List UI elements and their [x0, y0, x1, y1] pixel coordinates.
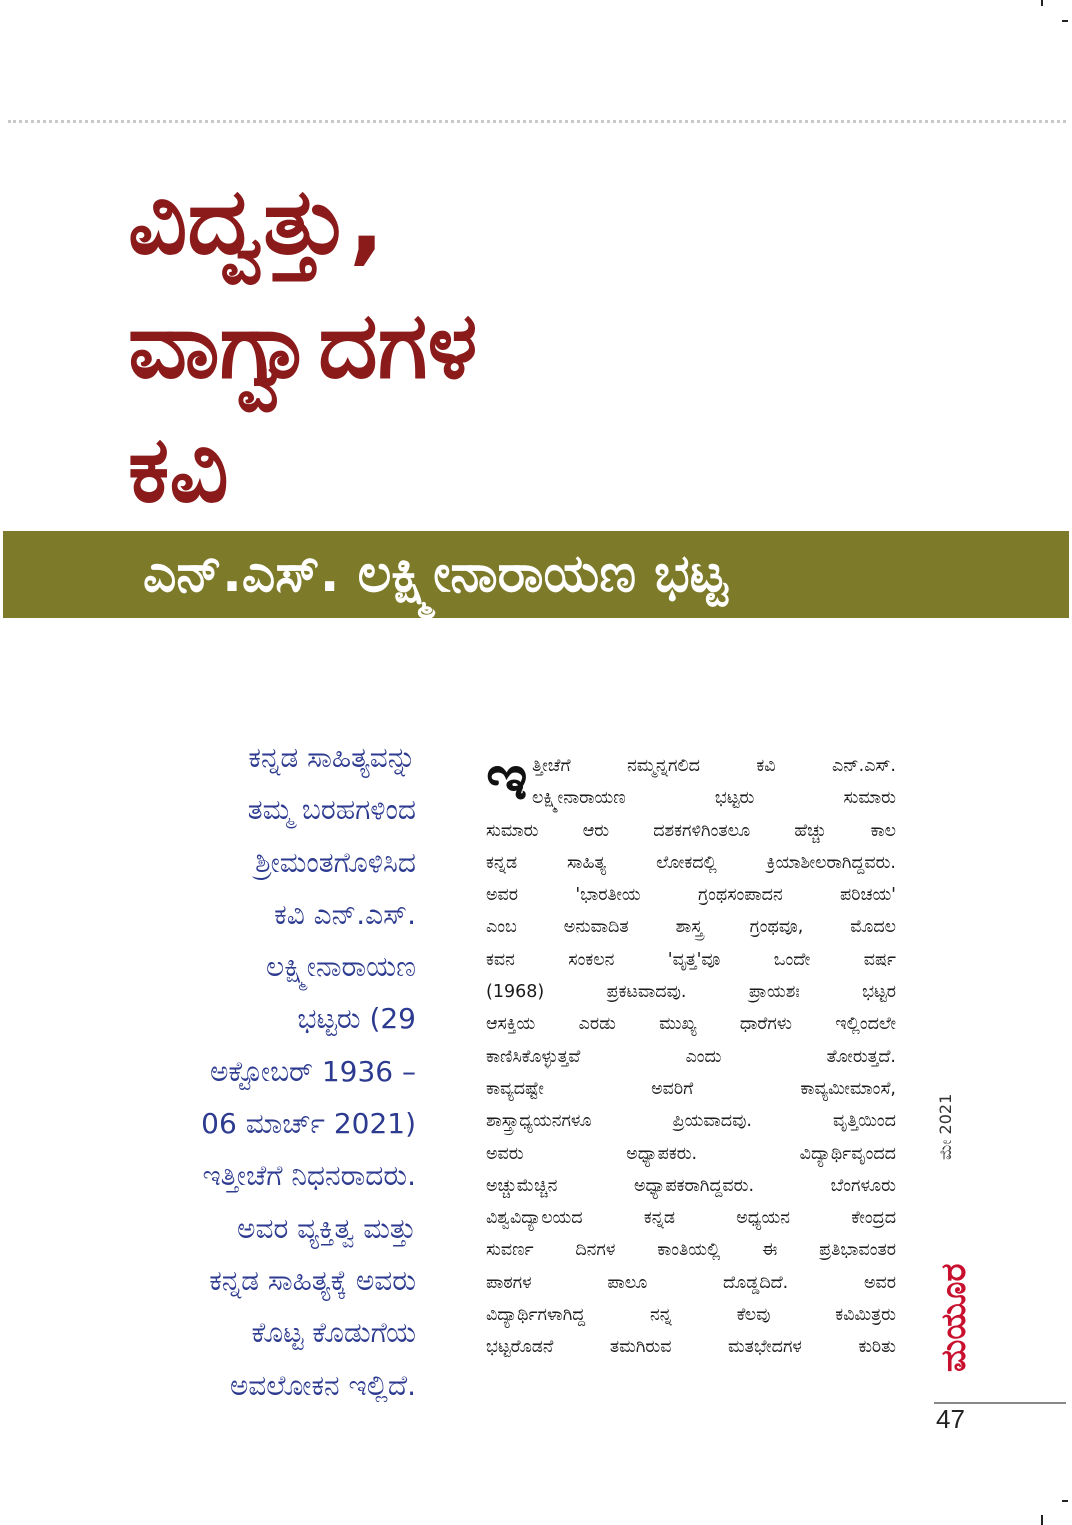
crop-mark: [1062, 1500, 1068, 1502]
body-line: ಸುವರ್ಣ ದಿನಗಳ ಕಾಂತಿಯಲ್ಲಿ ಈ ಪ್ರತಿಭಾವಂತರ: [486, 1240, 896, 1261]
body-line: ತ್ತೀಚೆಗೆ ನಮ್ಮನ್ನಗಲಿದ ಕವಿ ಎನ್.ಎಸ್.: [532, 756, 896, 776]
body-line: ಸುಮಾರು ಆರು ದಶಕಗಳಿಗಿಂತಲೂ ಹೆಚ್ಚು ಕಾಲ: [486, 820, 896, 841]
title-line-3: ಕವಿ: [128, 416, 229, 523]
summary-line: ತಮ್ಮ ಬರಹಗಳಿಂದ: [247, 793, 416, 827]
drop-cap: ಇ: [486, 741, 528, 815]
body-line: ಕಾಣಿಸಿಕೊಳ್ಳುತ್ತವೆ ಎಂದು ತೋರುತ್ತದೆ.: [486, 1046, 896, 1067]
body-line: ವಿದ್ಯಾರ್ಥಿಗಳಾಗಿದ್ದ ನನ್ನ ಕೆಲವು ಕವಿಮಿತ್ರರು: [486, 1305, 896, 1326]
body-line: ವಿಶ್ವವಿದ್ಯಾಲಯದ ಕನ್ನಡ ಅಧ್ಯಯನ ಕೇಂದ್ರದ: [486, 1208, 896, 1229]
summary-line: ಅವಲೋಕನ ಇಲ್ಲಿದೆ.: [229, 1368, 416, 1402]
body-line: ಲಕ್ಷ್ಮೀನಾರಾಯಣ ಭಟ್ಟರು ಸುಮಾರು: [532, 788, 896, 809]
top-dotted-divider: [8, 120, 1066, 123]
body-line: ಕವನ ಸಂಕಲನ 'ವೃತ್ತ'ವೂ ಒಂದೇ ವರ್ಷ: [486, 949, 896, 970]
body-line: ಕಾವ್ಯದಷ್ಟೇ ಅವರಿಗೆ ಕಾವ್ಯಮೀಮಾಂಸೆ,: [486, 1078, 896, 1099]
body-line: ಎಂಬ ಅನುವಾದಿತ ಶಾಸ್ತ್ರ ಗ್ರಂಥವೂ, ಮೊದಲ: [486, 917, 896, 938]
body-line: ಅಚ್ಚುಮೆಚ್ಚಿನ ಅಧ್ಯಾಪಕರಾಗಿದ್ದವರು. ಬೆಂಗಳೂರು: [486, 1175, 896, 1196]
crop-mark: [1041, 1515, 1043, 1525]
issue-date: ಮೇ 2021: [936, 1093, 955, 1160]
body-line: ಆಸಕ್ತಿಯ ಎರಡು ಮುಖ್ಯ ಧಾರೆಗಳು ಇಲ್ಲಿಂದಲೇ: [486, 1014, 896, 1035]
summary-line: ಶ್ರೀಮಂತಗೊಳಿಸಿದ: [255, 845, 416, 879]
summary-line: ಕೊಟ್ಟ ಕೊಡುಗೆಯ: [251, 1316, 416, 1350]
body-line: ಕನ್ನಡ ಸಾಹಿತ್ಯ ಲೋಕದಲ್ಲಿ ಕ್ರಿಯಾಶೀಲರಾಗಿದ್ದವರು.: [486, 852, 896, 873]
article-title: [128, 160, 477, 532]
body-line: (1968) ಪ್ರಕಟವಾದವು. ಪ್ರಾಯಶಃ ಭಟ್ಟರ: [486, 982, 896, 1003]
crop-mark: [1041, 0, 1043, 6]
summary-line: ಇತ್ತೀಚೆಗೆ ನಿಧನರಾದರು.: [202, 1159, 416, 1193]
article-summary: [120, 732, 416, 1412]
body-line: ಅವರು ಅಧ್ಯಾಪಕರು. ವಿದ್ಯಾರ್ಥಿವೃಂದದ: [486, 1143, 896, 1164]
summary-line: ಕನ್ನಡ ಸಾಹಿತ್ಯಕ್ಕೆ ಅವರು: [209, 1263, 416, 1297]
magazine-logo: ಮಯೂರ: [934, 1263, 974, 1372]
summary-line: ಕವಿ ಎನ್.ಎಸ್.: [274, 897, 416, 931]
article-body: [486, 750, 896, 1364]
body-line: ಭಟ್ಟರೊಡನೆ ತಮಗಿರುವ ಮತಭೇದಗಳ ಕುರಿತು: [486, 1337, 896, 1358]
summary-line: ಲಕ್ಷ್ಮೀನಾರಾಯಣ: [266, 950, 416, 984]
summary-line: ಕನ್ನಡ ಸಾಹಿತ್ಯವನ್ನು: [248, 741, 416, 774]
body-line: ಅವರ 'ಭಾರತೀಯ ಗ್ರಂಥಸಂಪಾದನ ಪರಿಚಯ': [486, 885, 896, 906]
summary-line: ಅಕ್ಟೋಬರ್ 1936 –: [209, 1054, 416, 1088]
summary-line: ಭಟ್ಟರು (29: [297, 1002, 416, 1036]
title-line-2: ವಾಗ್ವಾದಗಳ: [128, 292, 478, 399]
author-band: [3, 531, 1069, 618]
summary-line: ಅವರ ವ್ಯಕ್ತಿತ್ವ ಮತ್ತು: [237, 1211, 416, 1245]
body-line: ಪಾಠಗಳ ಪಾಲೂ ದೊಡ್ಡದಿದೆ. ಅವರ: [486, 1272, 896, 1293]
body-line: ಶಾಸ್ತ್ರಾಧ್ಯಯನಗಳೂ ಪ್ರಿಯವಾದವು. ವೃತ್ತಿಯಿಂದ: [486, 1111, 896, 1132]
title-line-1: ವಿದ್ವತ್ತು,: [128, 168, 385, 275]
author-name: ಎನ್.ಎಸ್. ಲಕ್ಷ್ಮೀನಾರಾಯಣ ಭಟ್ಟ: [143, 544, 728, 604]
summary-line: 06 ಮಾರ್ಚ್ 2021): [201, 1107, 416, 1141]
page-number: 47: [936, 1404, 965, 1434]
crop-mark: [1062, 20, 1068, 22]
